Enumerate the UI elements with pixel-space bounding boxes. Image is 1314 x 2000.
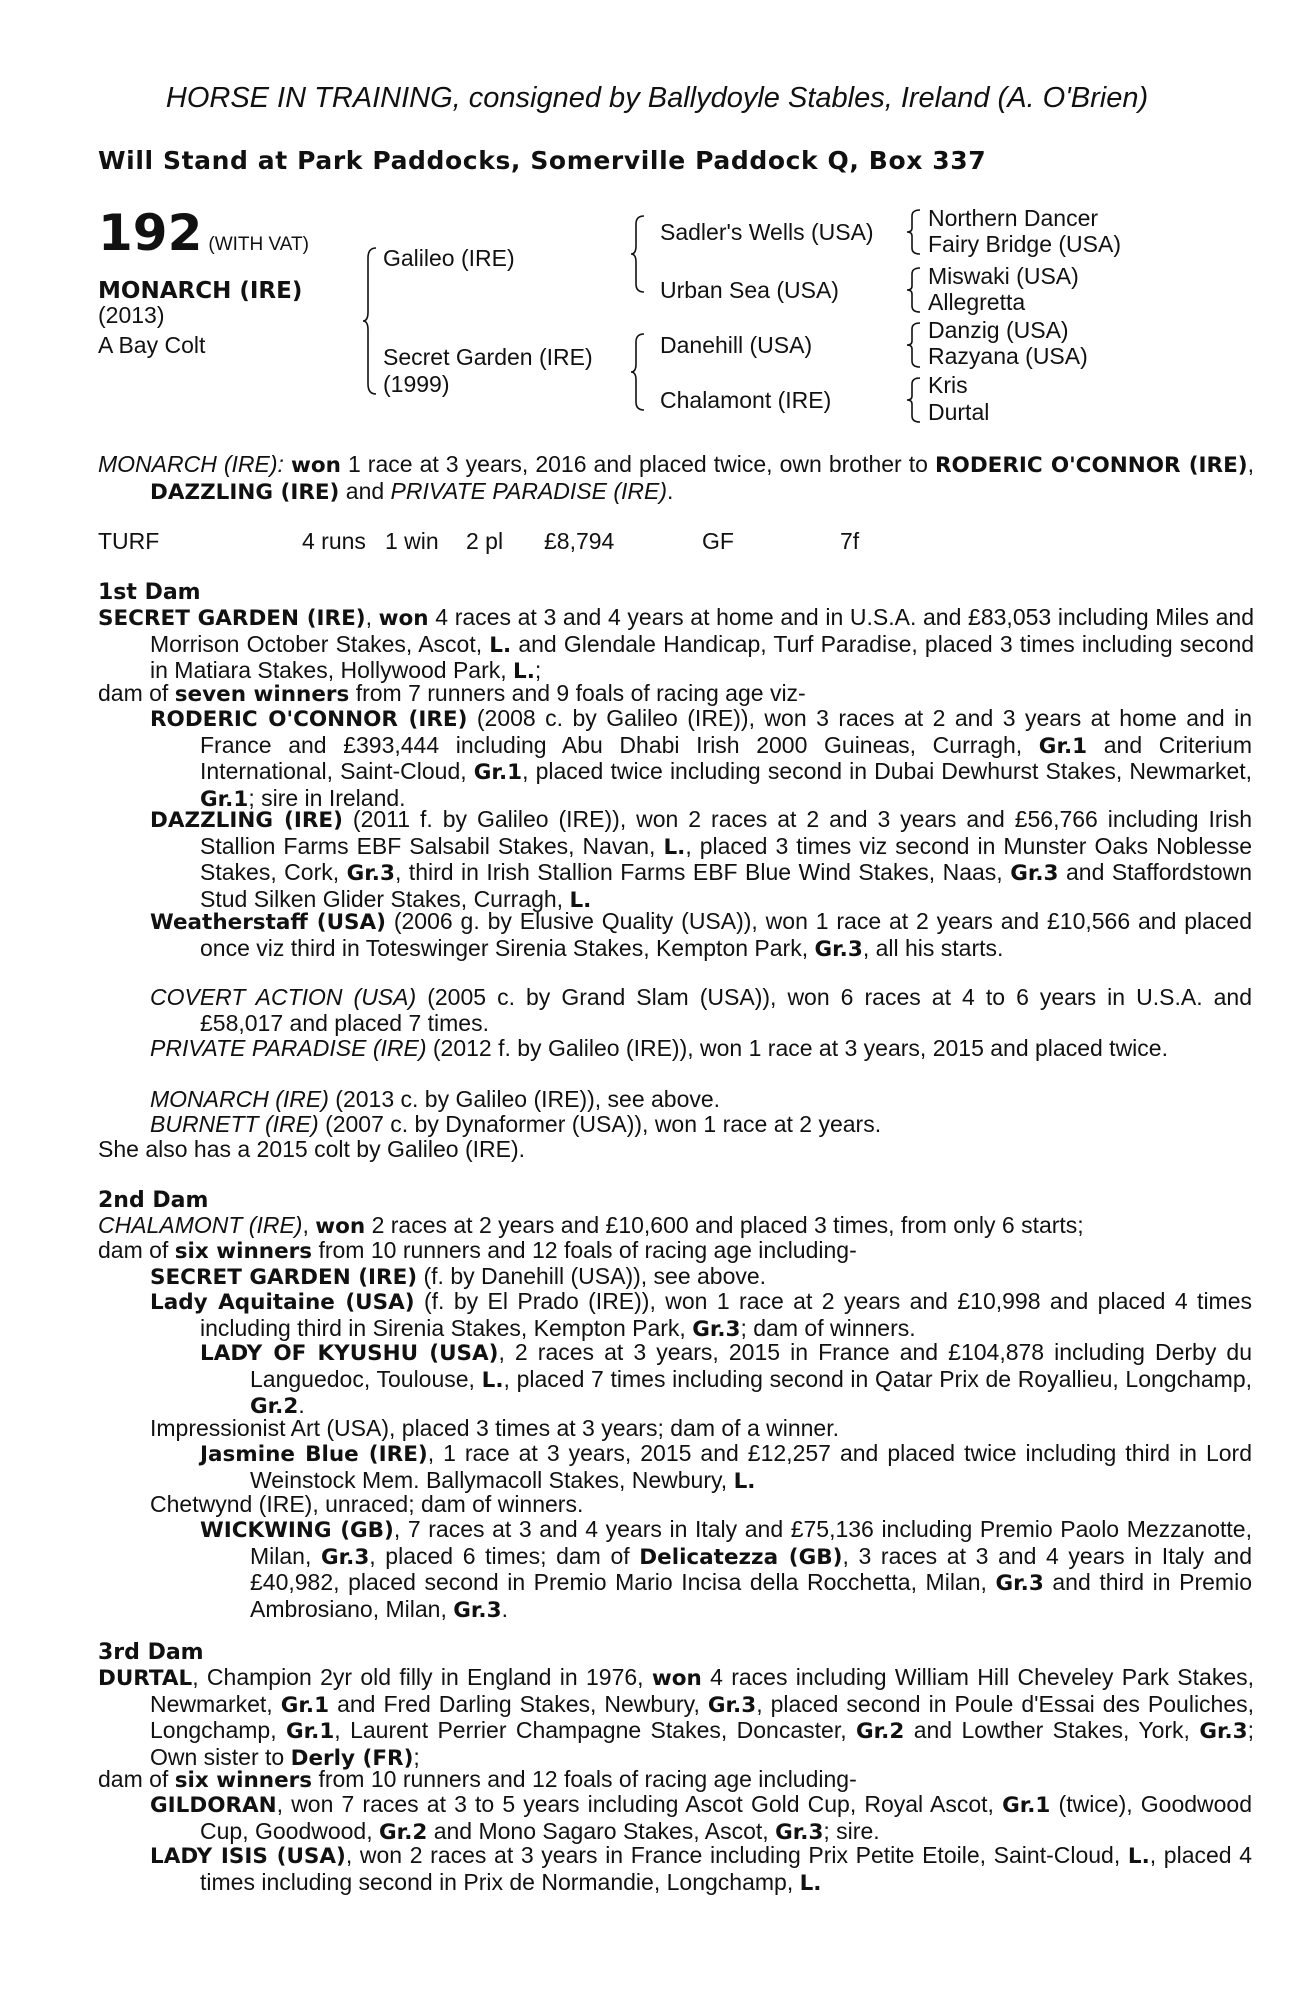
lady-of-kyushu-name: LADY OF KYUSHU (USA) <box>200 1341 499 1366</box>
pedigree-g8: Durtal <box>928 399 990 425</box>
horse-name: MONARCH (IRE) <box>98 278 303 304</box>
first-dam-won: won <box>378 606 429 631</box>
third-dam-text7: ; Own sister to <box>150 1717 1255 1770</box>
third-dam-text2: 4 races including William Hill Cheveley Park Stakes, Newmarket, <box>150 1664 1255 1717</box>
roderic-grade2: Gr.1 <box>473 760 523 785</box>
first-dam-dam-of-rest: from 7 runners and 9 foals of racing age viz- <box>355 680 806 706</box>
stand-location: Will Stand at Park Paddocks, Somerville Paddock Q, Box 337 <box>98 146 987 175</box>
second-dam-text: 2 races at 2 years and £10,600 and placed 3 times, from only 6 starts; <box>371 1212 1084 1238</box>
first-dam-listed1: L. <box>489 632 512 658</box>
dazzling-text1: (2011 f. by Galileo (IRE)), won 2 races at 2 and 3 years and £56,766 including Irish Stallion Farms EBF Salsabil Stakes, Navan, <box>200 806 1252 859</box>
pedigree-sire-dam: Urban Sea (USA) <box>660 277 839 303</box>
pedigree-g6: Razyana (USA) <box>928 343 1088 369</box>
summary-dazzling: DAZZLING (IRE) <box>150 479 340 505</box>
first-dam-name: SECRET GARDEN (IRE) <box>98 606 366 631</box>
wickwing-grade3: Gr.3 <box>453 1597 502 1623</box>
private-paradise-name: PRIVATE PARADISE (IRE) <box>150 1035 427 1061</box>
summary-private-paradise: PRIVATE PARADISE (IRE) <box>390 477 668 504</box>
produce-secret-garden <box>150 1264 1202 1291</box>
weatherstaff-text2: , all his starts. <box>862 934 1004 961</box>
jasmine-blue-listed1: L. <box>733 1468 756 1494</box>
summary-end: . <box>667 477 674 504</box>
jasmine-blue-text1: , 1 race at 3 years, 2015 and £12,257 and placed twice including third in Lord Weinstock Mem. Ballymacoll Stakes, Newbury, <box>250 1440 1252 1493</box>
third-dam-text6: and Lowther Stakes, York, <box>913 1717 1190 1743</box>
second-dam-name: CHALAMONT (IRE) <box>98 1212 303 1238</box>
produce-monarch <box>150 1087 1202 1113</box>
first-dam-also: She also has a 2015 colt by Galileo (IRE). <box>98 1136 526 1162</box>
summary-roderic: RODERIC O'CONNOR (IRE) <box>934 453 1248 478</box>
first-dam-winners: seven winners <box>174 682 350 707</box>
pedigree-dam-dam: Chalamont (IRE) <box>660 387 832 413</box>
pedigree-g3: Miswaki (USA) <box>928 263 1079 289</box>
vat-note: (WITH VAT) <box>208 234 309 255</box>
pedigree-brace-main <box>362 246 378 396</box>
first-dam-heading: 1st Dam <box>98 580 201 605</box>
dazzling-grade1: Gr.3 <box>346 861 395 886</box>
lady-of-kyushu-listed1: L. <box>481 1367 504 1393</box>
turf-wins: 1 win <box>385 528 439 554</box>
page-header: HORSE IN TRAINING, consigned by Ballydoyle Stables, Ireland (A. O'Brien) <box>165 82 1149 114</box>
wickwing-text3: , 3 races at 3 and 4 years in Italy and £40,982, placed second in Premio Mario Incisa della Rocchetta, Milan, <box>250 1542 1252 1595</box>
third-dam-grade5: Gr.3 <box>1199 1719 1248 1744</box>
pedigree-sire-sire: Sadler's Wells (USA) <box>660 219 874 245</box>
roderic-text4: ; sire in Ireland. <box>248 784 406 811</box>
pedigree-dam-sire: Danehill (USA) <box>660 332 813 358</box>
pedigree-dam: Secret Garden (IRE) <box>383 344 593 370</box>
third-dam-name: DURTAL <box>98 1666 193 1691</box>
pedigree-brace-g1 <box>906 208 922 256</box>
produce-covert-action <box>150 985 1252 1036</box>
dazzling-text3: , third in Irish Stallion Farms EBF Blue Wind Stakes, Naas, <box>394 859 1003 885</box>
turf-placed: 2 pl <box>466 528 504 554</box>
lady-isis-listed2: L. <box>799 1870 822 1896</box>
pedigree-g5: Danzig (USA) <box>928 317 1069 343</box>
wickwing-text2: , placed 6 times; dam of <box>369 1542 630 1569</box>
turf-distance: 7f <box>840 528 860 554</box>
lady-aquitaine-text1: (f. by El Prado (IRE)), won 1 race at 2 years and £10,998 and placed 4 times including third in Sirenia Stakes, Kempton Park, <box>200 1288 1252 1341</box>
lady-of-kyushu-text2: , placed 7 times including second in Qatar Prix de Royallieu, Longchamp, <box>503 1365 1253 1392</box>
weatherstaff-name: Weatherstaff (USA) <box>150 910 386 935</box>
third-dam-text5: , Laurent Perrier Champagne Stakes, Doncaster, <box>334 1717 847 1743</box>
third-dam-grade2: Gr.3 <box>707 1692 757 1718</box>
second-dam-dam-of: dam of <box>98 1237 169 1263</box>
wickwing-grade1: Gr.3 <box>320 1544 370 1570</box>
lady-aquitaine-name: Lady Aquitaine (USA) <box>150 1290 415 1315</box>
third-dam-dam-of: dam of <box>98 1766 169 1792</box>
lady-isis-listed1: L. <box>1127 1844 1150 1869</box>
third-dam-produce-intro <box>98 1767 1202 1794</box>
pedigree-g7: Kris <box>928 372 968 398</box>
roderic-grade3: Gr.1 <box>200 786 249 812</box>
gildoran-text2: (twice), Goodwood Cup, Goodwood, <box>200 1791 1253 1844</box>
burnett-name: BURNETT (IRE) <box>150 1111 319 1137</box>
pedigree-g2: Fairy Bridge (USA) <box>928 231 1121 257</box>
pedigree-brace-g4 <box>906 376 922 424</box>
lady-isis-text2: , placed 4 times including second in Prix de Normandie, Longchamp, <box>200 1842 1253 1895</box>
lot-number-block <box>98 204 309 262</box>
turf-surface: TURF <box>98 528 160 554</box>
roderic-text2: and Criterium International, Saint-Cloud, <box>200 731 1253 784</box>
produce-private-paradise <box>150 1036 1252 1062</box>
pedigree-g4: Allegretta <box>928 289 1026 315</box>
produce-burnett <box>150 1112 1202 1138</box>
roderic-text3: , placed twice including second in Dubai Dewhurst Stakes, Newmarket, <box>522 758 1253 784</box>
turf-earnings: £8,794 <box>544 528 615 554</box>
horse-year: (2013) <box>98 302 165 328</box>
produce-wickwing <box>200 1517 1252 1623</box>
lady-aquitaine-grade1: Gr.3 <box>692 1316 741 1342</box>
third-dam-text8: ; <box>413 1743 420 1770</box>
gildoran-text4: ; sire. <box>823 1817 880 1844</box>
second-dam-sep: , <box>302 1212 309 1238</box>
monarch-text: (2013 c. by Galileo (IRE)), see above. <box>335 1086 721 1112</box>
first-dam-text2: and Glendale Handicap, Turf Paradise, placed 3 times including second in Matiara Stakes, Hollywood Park, <box>150 630 1255 683</box>
produce-lady-aquitaine <box>150 1289 1252 1342</box>
third-dam-winners: six winners <box>174 1768 313 1793</box>
covert-action-text: (2005 c. by Grand Slam (USA)), won 6 races at 4 to 6 years in U.S.A. and £58,017 and placed 7 times. <box>200 984 1252 1036</box>
pedigree-dam-year: (1999) <box>383 371 450 397</box>
third-dam-derly: Derly (FR) <box>290 1745 414 1771</box>
third-dam-text1: , Champion 2yr old filly in England in 1976, <box>192 1664 644 1690</box>
produce-chetwynd: Chetwynd (IRE), unraced; dam of winners. <box>150 1491 584 1517</box>
produce-weatherstaff <box>150 909 1252 962</box>
burnett-text: (2007 c. by Dynaformer (USA)), won 1 race at 2 years. <box>325 1111 882 1137</box>
lady-of-kyushu-grade1: Gr.2 <box>250 1394 299 1419</box>
monarch-name: MONARCH (IRE) <box>150 1086 329 1112</box>
roderic-name: RODERIC O'CONNOR (IRE) <box>150 707 468 732</box>
gildoran-name: GILDORAN <box>150 1793 277 1818</box>
summary-won: won <box>290 453 341 478</box>
secret-garden-text: (f. by Danehill (USA)), see above. <box>423 1263 767 1289</box>
dazzling-listed2: L. <box>569 887 592 913</box>
second-dam-won: won <box>315 1214 366 1239</box>
gildoran-text3: and Mono Sagaro Stakes, Ascot, <box>433 1817 769 1844</box>
gildoran-grade3: Gr.3 <box>775 1819 824 1845</box>
first-dam-produce-intro <box>98 681 1202 708</box>
dazzling-text2: , placed 3 times viz second in Munster Oaks Noblesse Stakes, Cork, <box>200 832 1253 885</box>
first-dam-text1: 4 races at 3 and 4 years at home and in U.S.A. and £83,053 including Miles and Morrison October Stakes, Ascot, <box>150 604 1254 657</box>
wickwing-name: WICKWING (GB) <box>200 1518 394 1543</box>
summary-text: 1 race at 3 years, 2016 and placed twice, own brother to <box>347 451 928 477</box>
covert-action-name: COVERT ACTION (USA) <box>150 984 417 1010</box>
third-dam-dam-of-rest: from 10 runners and 12 foals of racing age including- <box>318 1766 857 1792</box>
turf-runs: 4 runs <box>302 528 366 554</box>
pedigree-sire: Galileo (IRE) <box>383 245 515 271</box>
pedigree-g1: Northern Dancer <box>928 205 1099 231</box>
produce-lady-isis <box>150 1843 1252 1896</box>
wickwing-text1: , 7 races at 3 and 4 years in Italy and £75,136 including Premio Paolo Mezzanotte, Milan, <box>250 1516 1252 1569</box>
summary-paragraph <box>98 452 1254 505</box>
third-dam-grade3: Gr.1 <box>285 1719 335 1744</box>
summary-comma: , <box>1247 451 1254 477</box>
produce-lady-of-kyushu <box>200 1340 1252 1420</box>
gildoran-text1: , won 7 races at 3 to 5 years including Ascot Gold Cup, Royal Ascot, <box>276 1791 994 1817</box>
pedigree-brace-g3 <box>906 321 922 369</box>
third-dam-grade4: Gr.2 <box>856 1719 905 1744</box>
lady-of-kyushu-text1: , 2 races at 3 years, 2015 in France and £104,878 including Derby du Languedoc, Toulouse, <box>250 1339 1252 1392</box>
pedigree-brace-sire <box>630 214 646 294</box>
second-dam-heading: 2nd Dam <box>98 1188 209 1213</box>
third-dam-text4: , placed second in Poule d'Essai des Pouliches, Longchamp, <box>150 1690 1255 1743</box>
wickwing-text5: . <box>501 1595 508 1622</box>
third-dam-grade1: Gr.1 <box>280 1692 330 1718</box>
dazzling-grade2: Gr.3 <box>1010 861 1059 886</box>
horse-description: A Bay Colt <box>98 332 206 358</box>
first-dam-text3: ; <box>534 657 542 683</box>
first-dam-listed2: L. <box>513 659 535 684</box>
jasmine-blue-name: Jasmine Blue (IRE) <box>200 1442 428 1467</box>
dazzling-name: DAZZLING (IRE) <box>150 808 343 833</box>
lady-isis-text1: , won 2 races at 3 years in France including Prix Petite Etoile, Saint-Cloud, <box>345 1842 1121 1868</box>
weatherstaff-text1: (2006 g. by Elusive Quality (USA)), won 1 race at 2 years and £10,566 and placed once viz third in Toteswinger Sirenia Stakes, Kempton Park, <box>200 908 1252 961</box>
third-dam-heading: 3rd Dam <box>98 1640 204 1665</box>
lady-isis-name: LADY ISIS (USA) <box>150 1844 346 1869</box>
private-paradise-text: (2012 f. by Galileo (IRE)), won 1 race at 3 years, 2015 and placed twice. <box>432 1035 1168 1061</box>
produce-jasmine-blue <box>200 1441 1252 1494</box>
wickwing-grade2: Gr.3 <box>995 1571 1044 1596</box>
gildoran-grade1: Gr.1 <box>1002 1793 1051 1818</box>
third-dam-record <box>98 1665 1254 1771</box>
second-dam-produce-intro <box>98 1238 1202 1265</box>
lot-number: 192 <box>98 204 203 262</box>
second-dam-winners: six winners <box>174 1239 313 1264</box>
pedigree-brace-g2 <box>906 266 922 314</box>
produce-impressionist-art: Impressionist Art (USA), placed 3 times at 3 years; dam of a winner. <box>150 1415 840 1441</box>
roderic-text1: (2008 c. by Galileo (IRE)), won 3 races at 2 and 3 years at home and in France and £393,444 including Abu Dhabi Irish 2000 Guineas, Curragh, <box>200 705 1252 758</box>
weatherstaff-grade1: Gr.3 <box>814 936 863 962</box>
summary-and: and <box>345 477 385 504</box>
summary-horse: MONARCH (IRE): <box>98 451 284 477</box>
wickwing-delicatezza: Delicatezza (GB) <box>639 1544 843 1570</box>
produce-roderic <box>150 706 1252 812</box>
first-dam-record <box>98 605 1254 685</box>
produce-dazzling <box>150 807 1252 913</box>
dazzling-listed1: L. <box>663 834 686 860</box>
lady-aquitaine-text2: ; dam of winners. <box>740 1314 916 1341</box>
second-dam-record <box>98 1213 1202 1240</box>
produce-gildoran <box>150 1792 1252 1845</box>
secret-garden-name: SECRET GARDEN (IRE) <box>150 1265 418 1290</box>
first-dam-dam-of: dam of <box>98 680 169 706</box>
gildoran-grade2: Gr.2 <box>379 1819 428 1845</box>
second-dam-dam-of-rest: from 10 runners and 12 foals of racing age including- <box>318 1237 857 1263</box>
lady-of-kyushu-text3: . <box>298 1392 305 1418</box>
third-dam-text3: and Fred Darling Stakes, Newbury, <box>337 1690 700 1717</box>
roderic-grade1: Gr.1 <box>1038 733 1088 759</box>
turf-going: GF <box>702 528 734 554</box>
dazzling-text4: and Staffordstown Stud Silken Glider Stakes, Curragh, <box>200 859 1253 912</box>
pedigree-brace-dam <box>630 332 646 412</box>
third-dam-won: won <box>651 1666 702 1691</box>
first-dam-sep: , <box>365 604 373 630</box>
wickwing-text4: and third in Premio Ambrosiano, Milan, <box>250 1569 1252 1622</box>
